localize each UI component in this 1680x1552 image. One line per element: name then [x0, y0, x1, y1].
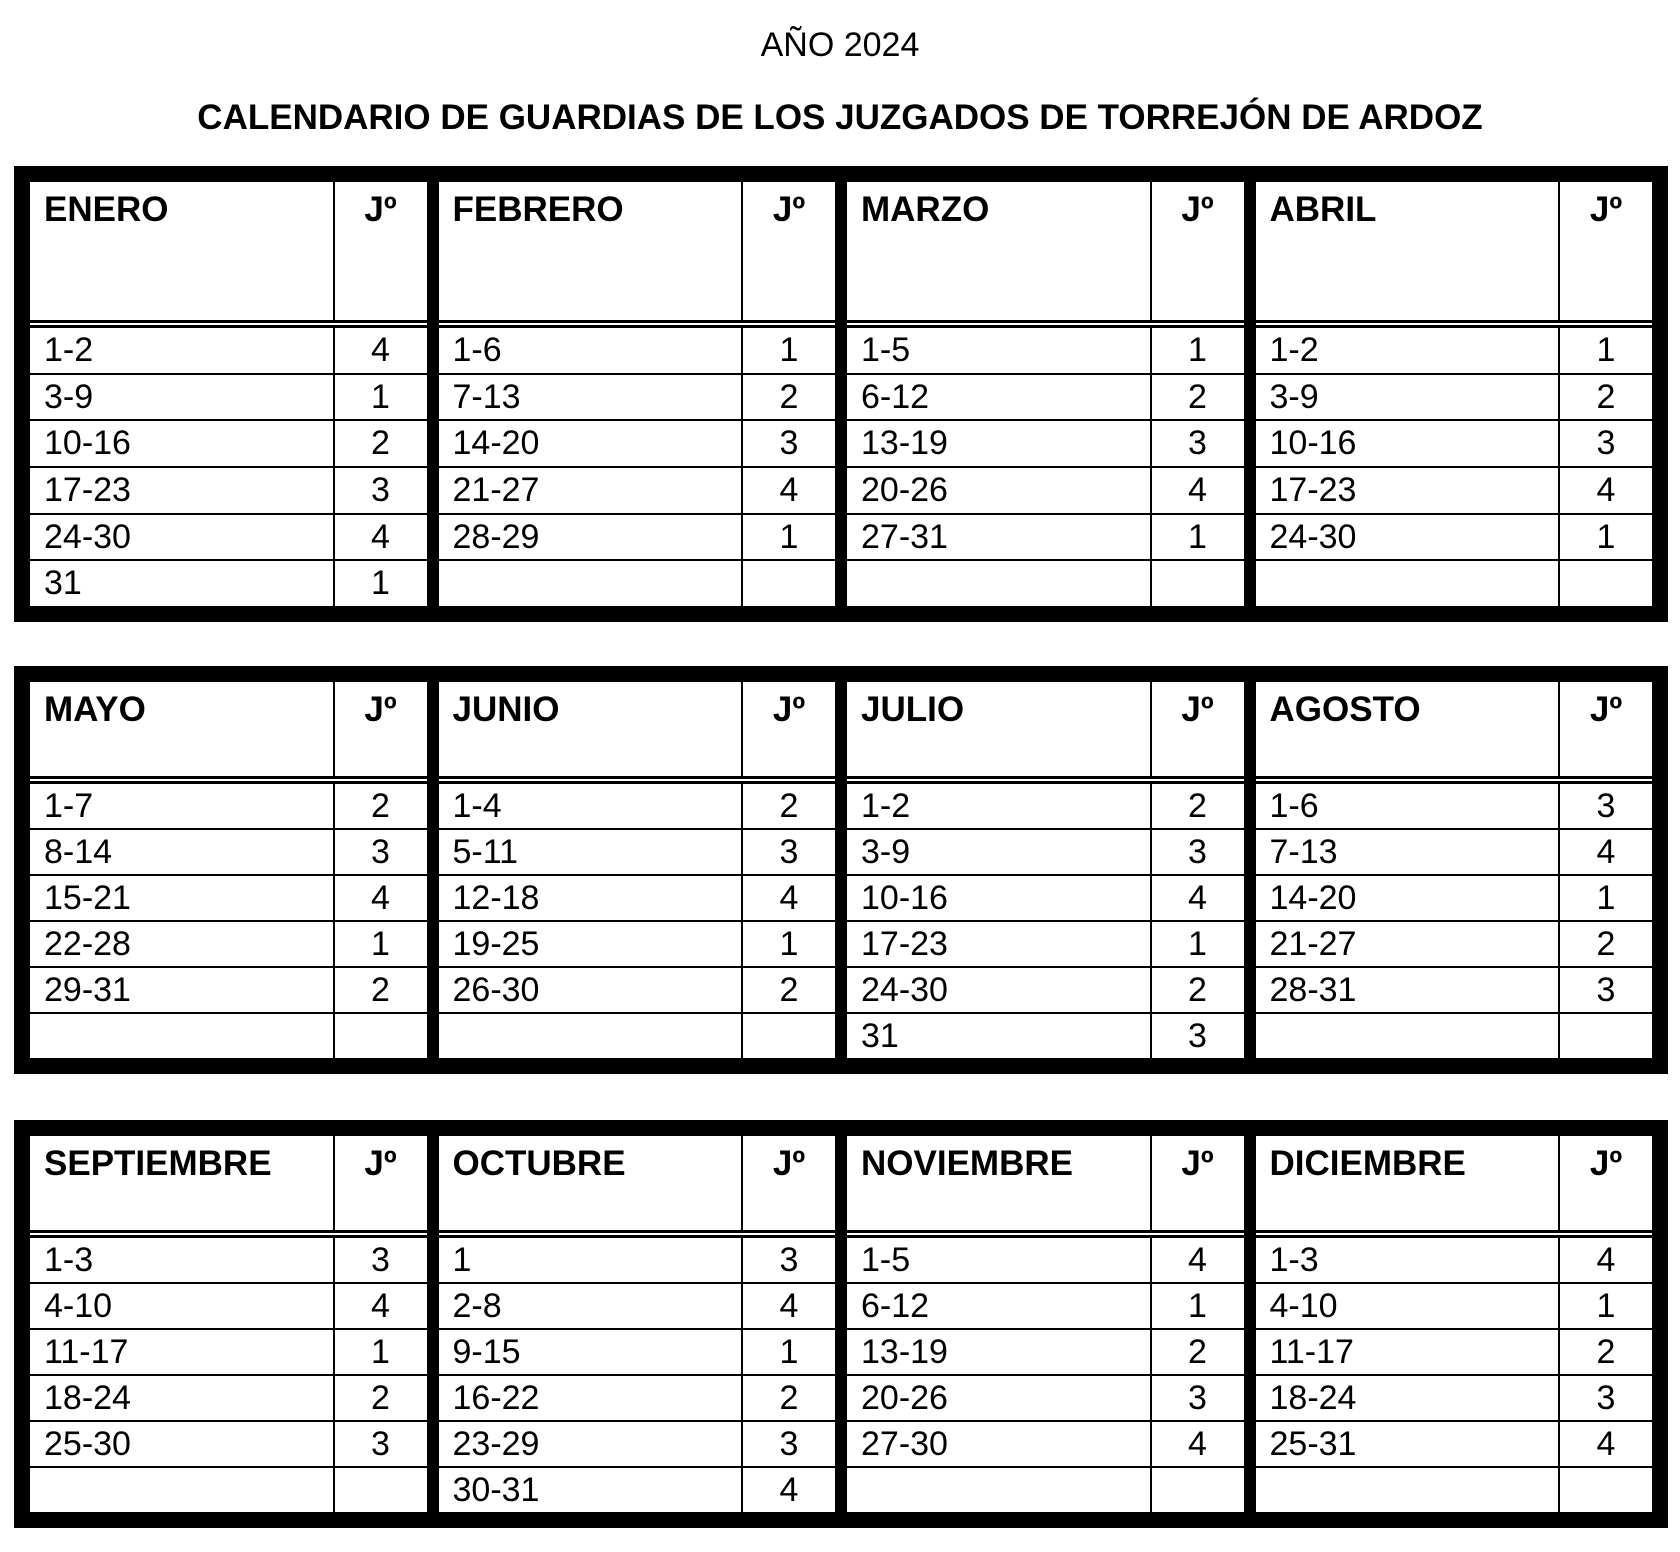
date-range-cell: 10-16	[44, 424, 131, 463]
table-row	[30, 328, 427, 373]
table-row	[30, 828, 427, 874]
month-rows	[30, 1238, 427, 1512]
judge-number-cell: 2	[741, 784, 835, 828]
table-row	[1256, 328, 1653, 373]
judge-number-cell: 3	[1558, 421, 1652, 466]
date-range-cell: 11-17	[1269, 1332, 1354, 1371]
judge-number-cell: 1	[741, 922, 835, 966]
judge-number-cell: 4	[741, 468, 835, 513]
date-range-cell: 1-7	[44, 786, 94, 825]
date-range-cell	[847, 561, 1150, 606]
table-row	[847, 328, 1244, 373]
table-row	[847, 419, 1244, 466]
date-range-cell: 24-30	[1269, 517, 1357, 556]
judge-number-cell: 4	[1150, 876, 1244, 920]
judge-number-cell: 3	[333, 468, 427, 513]
table-row	[30, 920, 427, 966]
judge-number-cell	[1558, 1468, 1652, 1512]
month-rows	[30, 328, 427, 606]
judge-number-cell: 4	[1558, 1238, 1652, 1282]
month-name: JUNIO	[452, 690, 560, 729]
date-range-cell: 10-16	[1269, 424, 1357, 463]
table-row	[439, 559, 836, 606]
table-row	[439, 328, 836, 373]
month-header	[30, 182, 427, 328]
date-range-cell: 18-24	[1269, 1378, 1357, 1417]
judge-number-cell: 3	[1558, 968, 1652, 1012]
judge-number-cell: 1	[1150, 515, 1244, 560]
quarter-table	[14, 666, 1668, 1074]
month-name: NOVIEMBRE	[861, 1144, 1073, 1183]
date-range-cell: 1-2	[44, 330, 94, 369]
judge-column-header: Jº	[1558, 682, 1652, 776]
judge-number-cell: 1	[1558, 876, 1652, 920]
table-row	[30, 1012, 427, 1058]
table-row	[1256, 1466, 1653, 1512]
date-range-cell: 17-23	[44, 470, 131, 509]
judge-number-cell: 1	[1150, 922, 1244, 966]
table-row	[30, 1420, 427, 1466]
date-range-cell: 12-18	[452, 878, 540, 917]
table-row	[847, 828, 1244, 874]
judge-number-cell	[1558, 561, 1652, 606]
judge-number-cell: 4	[1558, 468, 1652, 513]
month-column	[1244, 182, 1653, 606]
date-range-cell: 13-19	[861, 1332, 948, 1371]
judge-number-cell: 4	[1150, 1238, 1244, 1282]
table-row	[439, 1420, 836, 1466]
date-range-cell: 7-13	[1269, 832, 1338, 871]
table-row	[1256, 1238, 1653, 1282]
month-header	[1256, 182, 1653, 328]
date-range-cell: 5-11	[452, 832, 519, 871]
table-row	[439, 373, 836, 420]
date-range-cell: 9-15	[452, 1332, 521, 1371]
judge-number-cell	[1150, 561, 1244, 606]
date-range-cell	[1256, 1014, 1559, 1058]
table-row	[1256, 1374, 1653, 1420]
table-row	[847, 1238, 1244, 1282]
month-name: DICIEMBRE	[1269, 1144, 1466, 1183]
judge-column-header: Jº	[1150, 682, 1244, 776]
judge-number-cell: 2	[1558, 375, 1652, 420]
table-row	[1256, 784, 1653, 828]
date-range-cell: 4-10	[44, 1286, 113, 1325]
date-range-cell: 1-3	[44, 1240, 94, 1279]
month-rows	[439, 1238, 836, 1512]
judge-number-cell: 3	[333, 1422, 427, 1466]
judge-number-cell: 3	[1150, 830, 1244, 874]
date-range-cell: 18-24	[44, 1378, 131, 1417]
date-range-cell: 1-3	[1269, 1240, 1319, 1279]
table-row	[439, 966, 836, 1012]
date-range-cell: 23-29	[452, 1424, 540, 1463]
table-row	[439, 1012, 836, 1058]
judge-column-header: Jº	[333, 1136, 427, 1230]
quarter-table-inner	[30, 182, 1652, 606]
month-name: ABRIL	[1269, 190, 1377, 229]
date-range-cell: 1-6	[452, 330, 502, 369]
quarter-table-inner	[30, 1136, 1652, 1512]
judge-number-cell	[333, 1014, 427, 1058]
table-row	[30, 874, 427, 920]
table-row	[30, 1466, 427, 1512]
month-column	[30, 182, 427, 606]
date-range-cell: 16-22	[452, 1378, 540, 1417]
judge-number-cell: 3	[1558, 784, 1652, 828]
date-range-cell: 1-5	[861, 330, 911, 369]
date-range-cell: 7-13	[452, 377, 521, 416]
table-row	[847, 513, 1244, 560]
judge-column-header: Jº	[741, 682, 835, 776]
table-row	[439, 466, 836, 513]
judge-number-cell: 2	[741, 375, 835, 420]
judge-column-header: Jº	[333, 682, 427, 776]
date-range-cell: 1-2	[1269, 330, 1319, 369]
month-header	[439, 182, 836, 328]
table-row	[1256, 1328, 1653, 1374]
date-range-cell: 1-5	[861, 1240, 911, 1279]
month-column	[427, 1136, 836, 1512]
table-row	[847, 874, 1244, 920]
date-range-cell	[847, 1468, 1150, 1512]
judge-number-cell: 3	[1558, 1376, 1652, 1420]
month-name: AGOSTO	[1269, 690, 1421, 729]
judge-number-cell: 1	[1150, 1284, 1244, 1328]
quarter-table	[14, 166, 1668, 622]
date-range-cell: 14-20	[452, 424, 540, 463]
month-name: FEBRERO	[452, 190, 624, 229]
table-row	[439, 1466, 836, 1512]
month-column	[427, 682, 836, 1058]
quarter-table-inner	[30, 682, 1652, 1058]
table-row	[1256, 966, 1653, 1012]
judge-number-cell: 1	[741, 515, 835, 560]
judge-number-cell: 1	[1558, 1284, 1652, 1328]
judge-number-cell: 4	[333, 328, 427, 373]
table-row	[30, 513, 427, 560]
judge-number-cell: 2	[333, 421, 427, 466]
month-column	[427, 182, 836, 606]
date-range-cell: 1-4	[452, 786, 502, 825]
month-rows	[439, 784, 836, 1058]
judge-number-cell: 3	[741, 830, 835, 874]
date-range-cell: 20-26	[861, 1378, 948, 1417]
judge-column-header: Jº	[1558, 182, 1652, 320]
judge-number-cell: 4	[1150, 468, 1244, 513]
quarter-table	[14, 1120, 1668, 1528]
month-rows	[439, 328, 836, 606]
date-range-cell: 6-12	[861, 1286, 930, 1325]
date-range-cell: 3-9	[1269, 377, 1319, 416]
month-column	[1244, 682, 1653, 1058]
date-range-cell: 21-27	[1269, 924, 1357, 963]
date-range-cell: 10-16	[861, 878, 948, 917]
table-row	[1256, 1282, 1653, 1328]
judge-number-cell: 3	[1150, 1376, 1244, 1420]
table-row	[847, 1328, 1244, 1374]
judge-number-cell: 2	[333, 968, 427, 1012]
table-row	[847, 466, 1244, 513]
table-row	[1256, 828, 1653, 874]
table-row	[439, 828, 836, 874]
year-label: AÑO 2024	[760, 26, 920, 64]
judge-number-cell	[1150, 1468, 1244, 1512]
judge-number-cell: 3	[333, 1238, 427, 1282]
date-range-cell: 31	[861, 1016, 899, 1055]
table-row	[439, 784, 836, 828]
date-range-cell: 11-17	[44, 1332, 129, 1371]
month-header	[1256, 682, 1653, 784]
judge-number-cell: 1	[333, 375, 427, 420]
month-rows	[1256, 784, 1653, 1058]
table-row	[30, 784, 427, 828]
judge-number-cell: 2	[1150, 968, 1244, 1012]
date-range-cell	[439, 561, 742, 606]
month-header	[30, 1136, 427, 1238]
date-range-cell: 1-6	[1269, 786, 1319, 825]
table-row	[30, 1282, 427, 1328]
judge-number-cell: 4	[333, 876, 427, 920]
judge-number-cell: 4	[1558, 1422, 1652, 1466]
date-range-cell	[1256, 561, 1559, 606]
month-column	[835, 1136, 1244, 1512]
date-range-cell	[1256, 1468, 1559, 1512]
table-row	[1256, 373, 1653, 420]
table-row	[30, 1328, 427, 1374]
date-range-cell: 31	[44, 564, 82, 603]
month-header	[1256, 1136, 1653, 1238]
date-range-cell: 25-31	[1269, 1424, 1357, 1463]
table-row	[439, 1328, 836, 1374]
date-range-cell: 19-25	[452, 924, 540, 963]
judge-number-cell: 4	[741, 1468, 835, 1512]
date-range-cell: 27-31	[861, 517, 948, 556]
judge-number-cell: 1	[333, 1330, 427, 1374]
judge-number-cell: 1	[333, 922, 427, 966]
judge-number-cell	[741, 561, 835, 606]
table-row	[30, 1238, 427, 1282]
month-name: JULIO	[861, 690, 965, 729]
month-rows	[847, 1238, 1244, 1512]
table-row	[847, 1420, 1244, 1466]
date-range-cell: 8-14	[44, 832, 113, 871]
month-column	[835, 182, 1244, 606]
judge-number-cell: 3	[1150, 1014, 1244, 1058]
table-row	[30, 466, 427, 513]
date-range-cell: 1	[452, 1240, 472, 1279]
month-header	[847, 682, 1244, 784]
table-row	[30, 966, 427, 1012]
judge-number-cell: 4	[741, 876, 835, 920]
month-rows	[1256, 1238, 1653, 1512]
month-rows	[847, 328, 1244, 606]
date-range-cell: 21-27	[452, 470, 540, 509]
judge-number-cell	[741, 1014, 835, 1058]
judge-number-cell: 1	[333, 561, 427, 606]
judge-column-header: Jº	[741, 182, 835, 320]
date-range-cell: 3-9	[861, 832, 911, 871]
date-range-cell: 30-31	[452, 1470, 540, 1509]
month-header	[439, 1136, 836, 1238]
page-title: CALENDARIO DE GUARDIAS DE LOS JUZGADOS DE TORREJÓN DE ARDOZ	[197, 98, 1483, 137]
month-name: MARZO	[861, 190, 990, 229]
table-row	[847, 1012, 1244, 1058]
judge-number-cell	[333, 1468, 427, 1512]
table-row	[847, 1466, 1244, 1512]
judge-number-cell: 1	[741, 1330, 835, 1374]
table-row	[439, 419, 836, 466]
date-range-cell: 28-29	[452, 517, 540, 556]
table-row	[1256, 920, 1653, 966]
date-range-cell: 22-28	[44, 924, 131, 963]
date-range-cell	[439, 1014, 742, 1058]
judge-number-cell: 3	[741, 1238, 835, 1282]
table-row	[847, 966, 1244, 1012]
table-row	[30, 419, 427, 466]
judge-number-cell: 4	[333, 515, 427, 560]
table-row	[847, 373, 1244, 420]
judge-number-cell: 2	[1558, 1330, 1652, 1374]
date-range-cell: 25-30	[44, 1424, 131, 1463]
month-column	[30, 1136, 427, 1512]
month-column	[30, 682, 427, 1058]
judge-number-cell: 2	[741, 968, 835, 1012]
month-name: MAYO	[44, 690, 146, 729]
month-rows	[1256, 328, 1653, 606]
judge-column-header: Jº	[741, 1136, 835, 1230]
date-range-cell: 28-31	[1269, 970, 1357, 1009]
table-row	[847, 1282, 1244, 1328]
date-range-cell: 27-30	[861, 1424, 948, 1463]
judge-column-header: Jº	[1150, 1136, 1244, 1230]
month-header	[847, 182, 1244, 328]
judge-number-cell: 1	[1150, 328, 1244, 373]
month-column	[1244, 1136, 1653, 1512]
date-range-cell: 14-20	[1269, 878, 1357, 917]
month-column	[835, 682, 1244, 1058]
judge-number-cell: 2	[1150, 375, 1244, 420]
judge-number-cell: 4	[1558, 830, 1652, 874]
judge-number-cell: 2	[1558, 922, 1652, 966]
month-name: SEPTIEMBRE	[44, 1144, 272, 1183]
judge-number-cell: 4	[1150, 1422, 1244, 1466]
month-header	[439, 682, 836, 784]
table-row	[30, 373, 427, 420]
judge-column-header: Jº	[333, 182, 427, 320]
table-row	[847, 1374, 1244, 1420]
judge-number-cell: 1	[1558, 328, 1652, 373]
date-range-cell: 3-9	[44, 377, 94, 416]
date-range-cell: 24-30	[44, 517, 131, 556]
date-range-cell: 26-30	[452, 970, 540, 1009]
judge-number-cell: 2	[1150, 784, 1244, 828]
judge-number-cell: 3	[1150, 421, 1244, 466]
date-range-cell: 17-23	[1269, 470, 1357, 509]
date-range-cell: 2-8	[452, 1286, 502, 1325]
table-row	[439, 513, 836, 560]
month-rows	[847, 784, 1244, 1058]
date-range-cell	[30, 1468, 333, 1512]
table-row	[439, 1238, 836, 1282]
table-row	[847, 920, 1244, 966]
table-row	[439, 920, 836, 966]
table-row	[847, 559, 1244, 606]
month-header	[847, 1136, 1244, 1238]
date-range-cell: 1-2	[861, 786, 911, 825]
table-row	[439, 1374, 836, 1420]
month-header	[30, 682, 427, 784]
month-rows	[30, 784, 427, 1058]
table-row	[1256, 1420, 1653, 1466]
table-row	[1256, 466, 1653, 513]
table-row	[847, 784, 1244, 828]
date-range-cell: 6-12	[861, 377, 930, 416]
judge-number-cell: 2	[333, 1376, 427, 1420]
judge-number-cell: 1	[741, 328, 835, 373]
judge-number-cell: 4	[333, 1284, 427, 1328]
table-row	[1256, 1012, 1653, 1058]
date-range-cell: 15-21	[44, 878, 131, 917]
judge-number-cell: 4	[741, 1284, 835, 1328]
table-row	[1256, 559, 1653, 606]
judge-number-cell: 1	[1558, 515, 1652, 560]
date-range-cell: 17-23	[861, 924, 948, 963]
judge-number-cell: 2	[741, 1376, 835, 1420]
judge-number-cell: 3	[333, 830, 427, 874]
judge-number-cell: 2	[1150, 1330, 1244, 1374]
judge-number-cell	[1558, 1014, 1652, 1058]
date-range-cell: 4-10	[1269, 1286, 1338, 1325]
judge-number-cell: 3	[741, 1422, 835, 1466]
month-name: OCTUBRE	[452, 1144, 626, 1183]
table-row	[1256, 419, 1653, 466]
table-row	[1256, 513, 1653, 560]
date-range-cell: 24-30	[861, 970, 948, 1009]
table-row	[1256, 874, 1653, 920]
date-range-cell: 13-19	[861, 424, 948, 463]
date-range-cell: 20-26	[861, 470, 948, 509]
judge-column-header: Jº	[1150, 182, 1244, 320]
judge-column-header: Jº	[1558, 1136, 1652, 1230]
table-row	[439, 874, 836, 920]
date-range-cell	[30, 1014, 333, 1058]
judge-number-cell: 2	[333, 784, 427, 828]
table-row	[439, 1282, 836, 1328]
month-name: ENERO	[44, 190, 169, 229]
date-range-cell: 29-31	[44, 970, 131, 1009]
table-row	[30, 559, 427, 606]
table-row	[30, 1374, 427, 1420]
judge-number-cell: 3	[741, 421, 835, 466]
